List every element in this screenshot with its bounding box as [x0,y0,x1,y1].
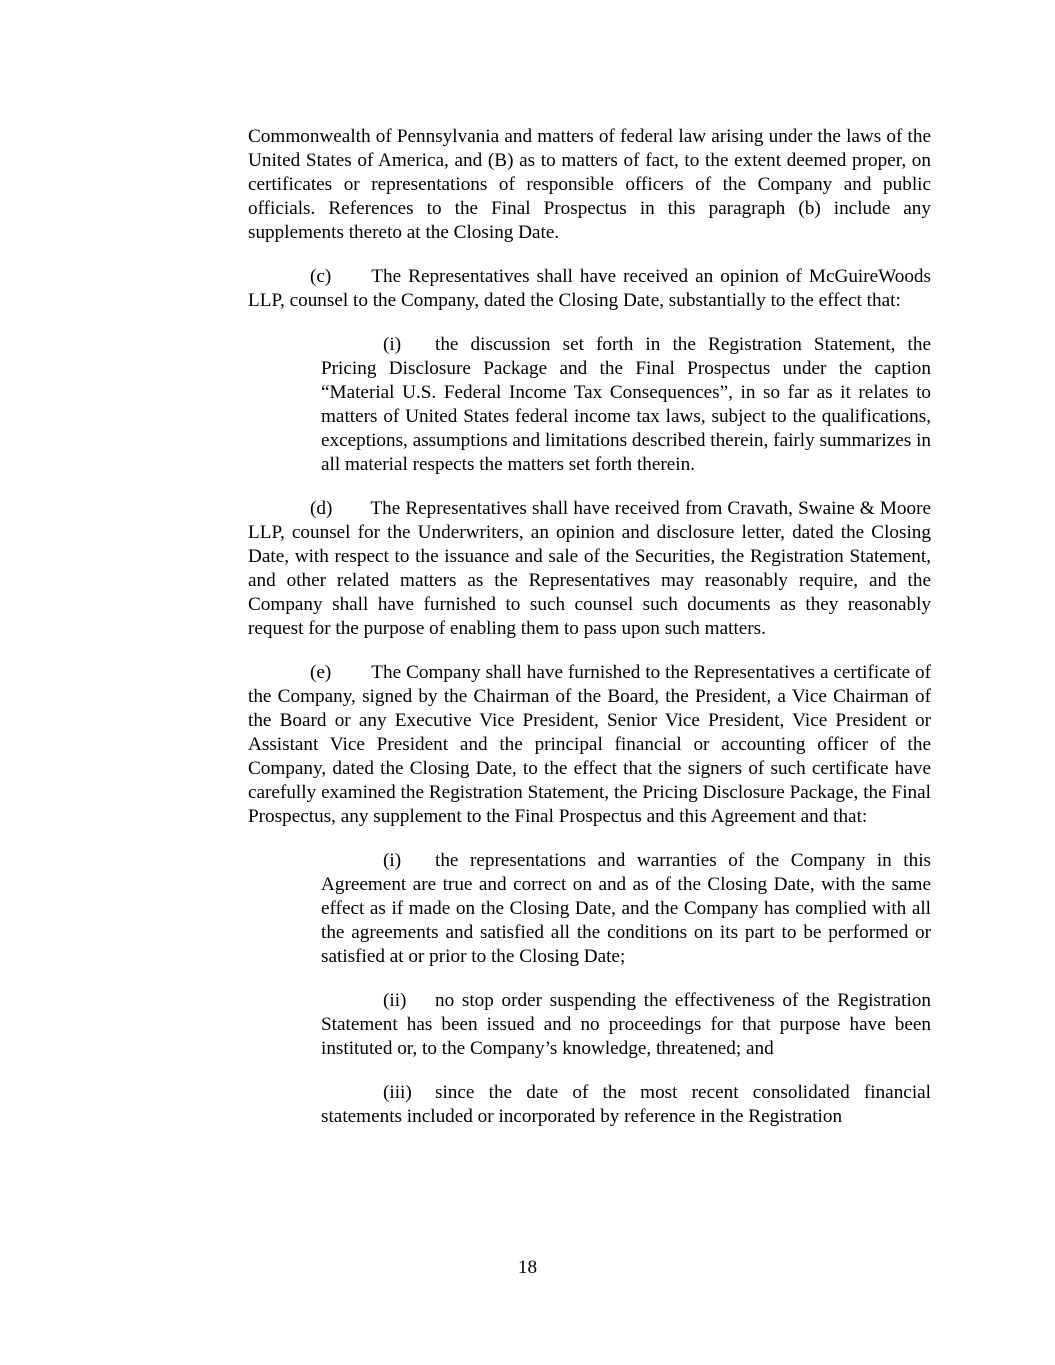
paragraph-c-label: (c) [310,266,332,287]
paragraph-e-i-text: the representations and warranties of the Company in this Agreement are true and correct on and as of the Closing Date, with the same effect as if made on the Closing Date, and the Company has complied with all the agreements and satisfied all the conditions on its part to be performed or satisfied at or prior to the Closing Date; [321,850,931,967]
paragraph-e-iii-label: (iii) [383,1082,412,1103]
paragraph-e-ii-label: (ii) [383,990,407,1011]
paragraph-e-ii [321,989,931,1061]
document-body [248,125,931,1149]
paragraph-c-i [321,333,931,477]
paragraph-d-text: The Representatives shall have received from Cravath, Swaine & Moore LLP, counsel for the Underwriters, an opinion and disclosure letter, dated the Closing Date, with respect to the issuance and sale of the Securities, the Registration Statement, and other related matters as the Representatives may reasonably require, and the Company shall have furnished to such counsel such documents as they reasonably request for the purpose of enabling them to pass upon such matters. [248,498,931,639]
paragraph-e [248,661,931,829]
paragraph-e-i [321,849,931,969]
opening-paragraph: Commonwealth of Pennsylvania and matters of federal law arising under the laws of the United States of America, and (B) as to matters of fact, to the extent deemed proper, on certificates or representations of responsible officers of the Company and public officials. References to the Final Prospectus in this paragraph (b) include any supplements thereto at the Closing Date. [248,126,931,243]
paragraph-d [248,497,931,641]
paragraph-c-i-label: (i) [383,334,402,355]
paragraph-e-text: The Company shall have furnished to the Representatives a certificate of the Company, signed by the Chairman of the Board, the President, a Vice Chairman of the Board or any Executive Vice President, Senior Vice President, Vice President or Assistant Vice President and the principal financial or accounting officer of the Company, dated the Closing Date, to the effect that the signers of such certificate have carefully examined the Registration Statement, the Pricing Disclosure Package, the Final Prospectus, any supplement to the Final Prospectus and this Agreement and that: [248,662,931,827]
paragraph-e-label: (e) [310,662,332,683]
paragraph-c [248,265,931,313]
page-number: 18 [517,1257,538,1278]
paragraph-e-ii-text: no stop order suspending the effectiveness of the Registration Statement has been issued and no proceedings for that purpose have been instituted or, to the Company’s knowledge, threatened; and [321,990,931,1059]
paragraph-c-text: The Representatives shall have received an opinion of McGuireWoods LLP, counsel to the Company, dated the Closing Date, substantially to the effect that: [248,266,931,311]
paragraph-e-i-label: (i) [383,850,402,871]
paragraph-d-label: (d) [310,498,333,519]
paragraph-e-iii-text: since the date of the most recent consolidated financial statements included or incorporated by reference in the Registration [321,1082,931,1127]
paragraph-c-i-text: the discussion set forth in the Registration Statement, the Pricing Disclosure Package and the Final Prospectus under the caption “Material U.S. Federal Income Tax Consequences”, in so far as it relates to matters of United States federal income tax laws, subject to the qualifications, exceptions, assumptions and limitations described therein, fairly summarizes in all material respects the matters set forth therein. [321,334,931,475]
paragraph-e-iii [321,1081,931,1129]
